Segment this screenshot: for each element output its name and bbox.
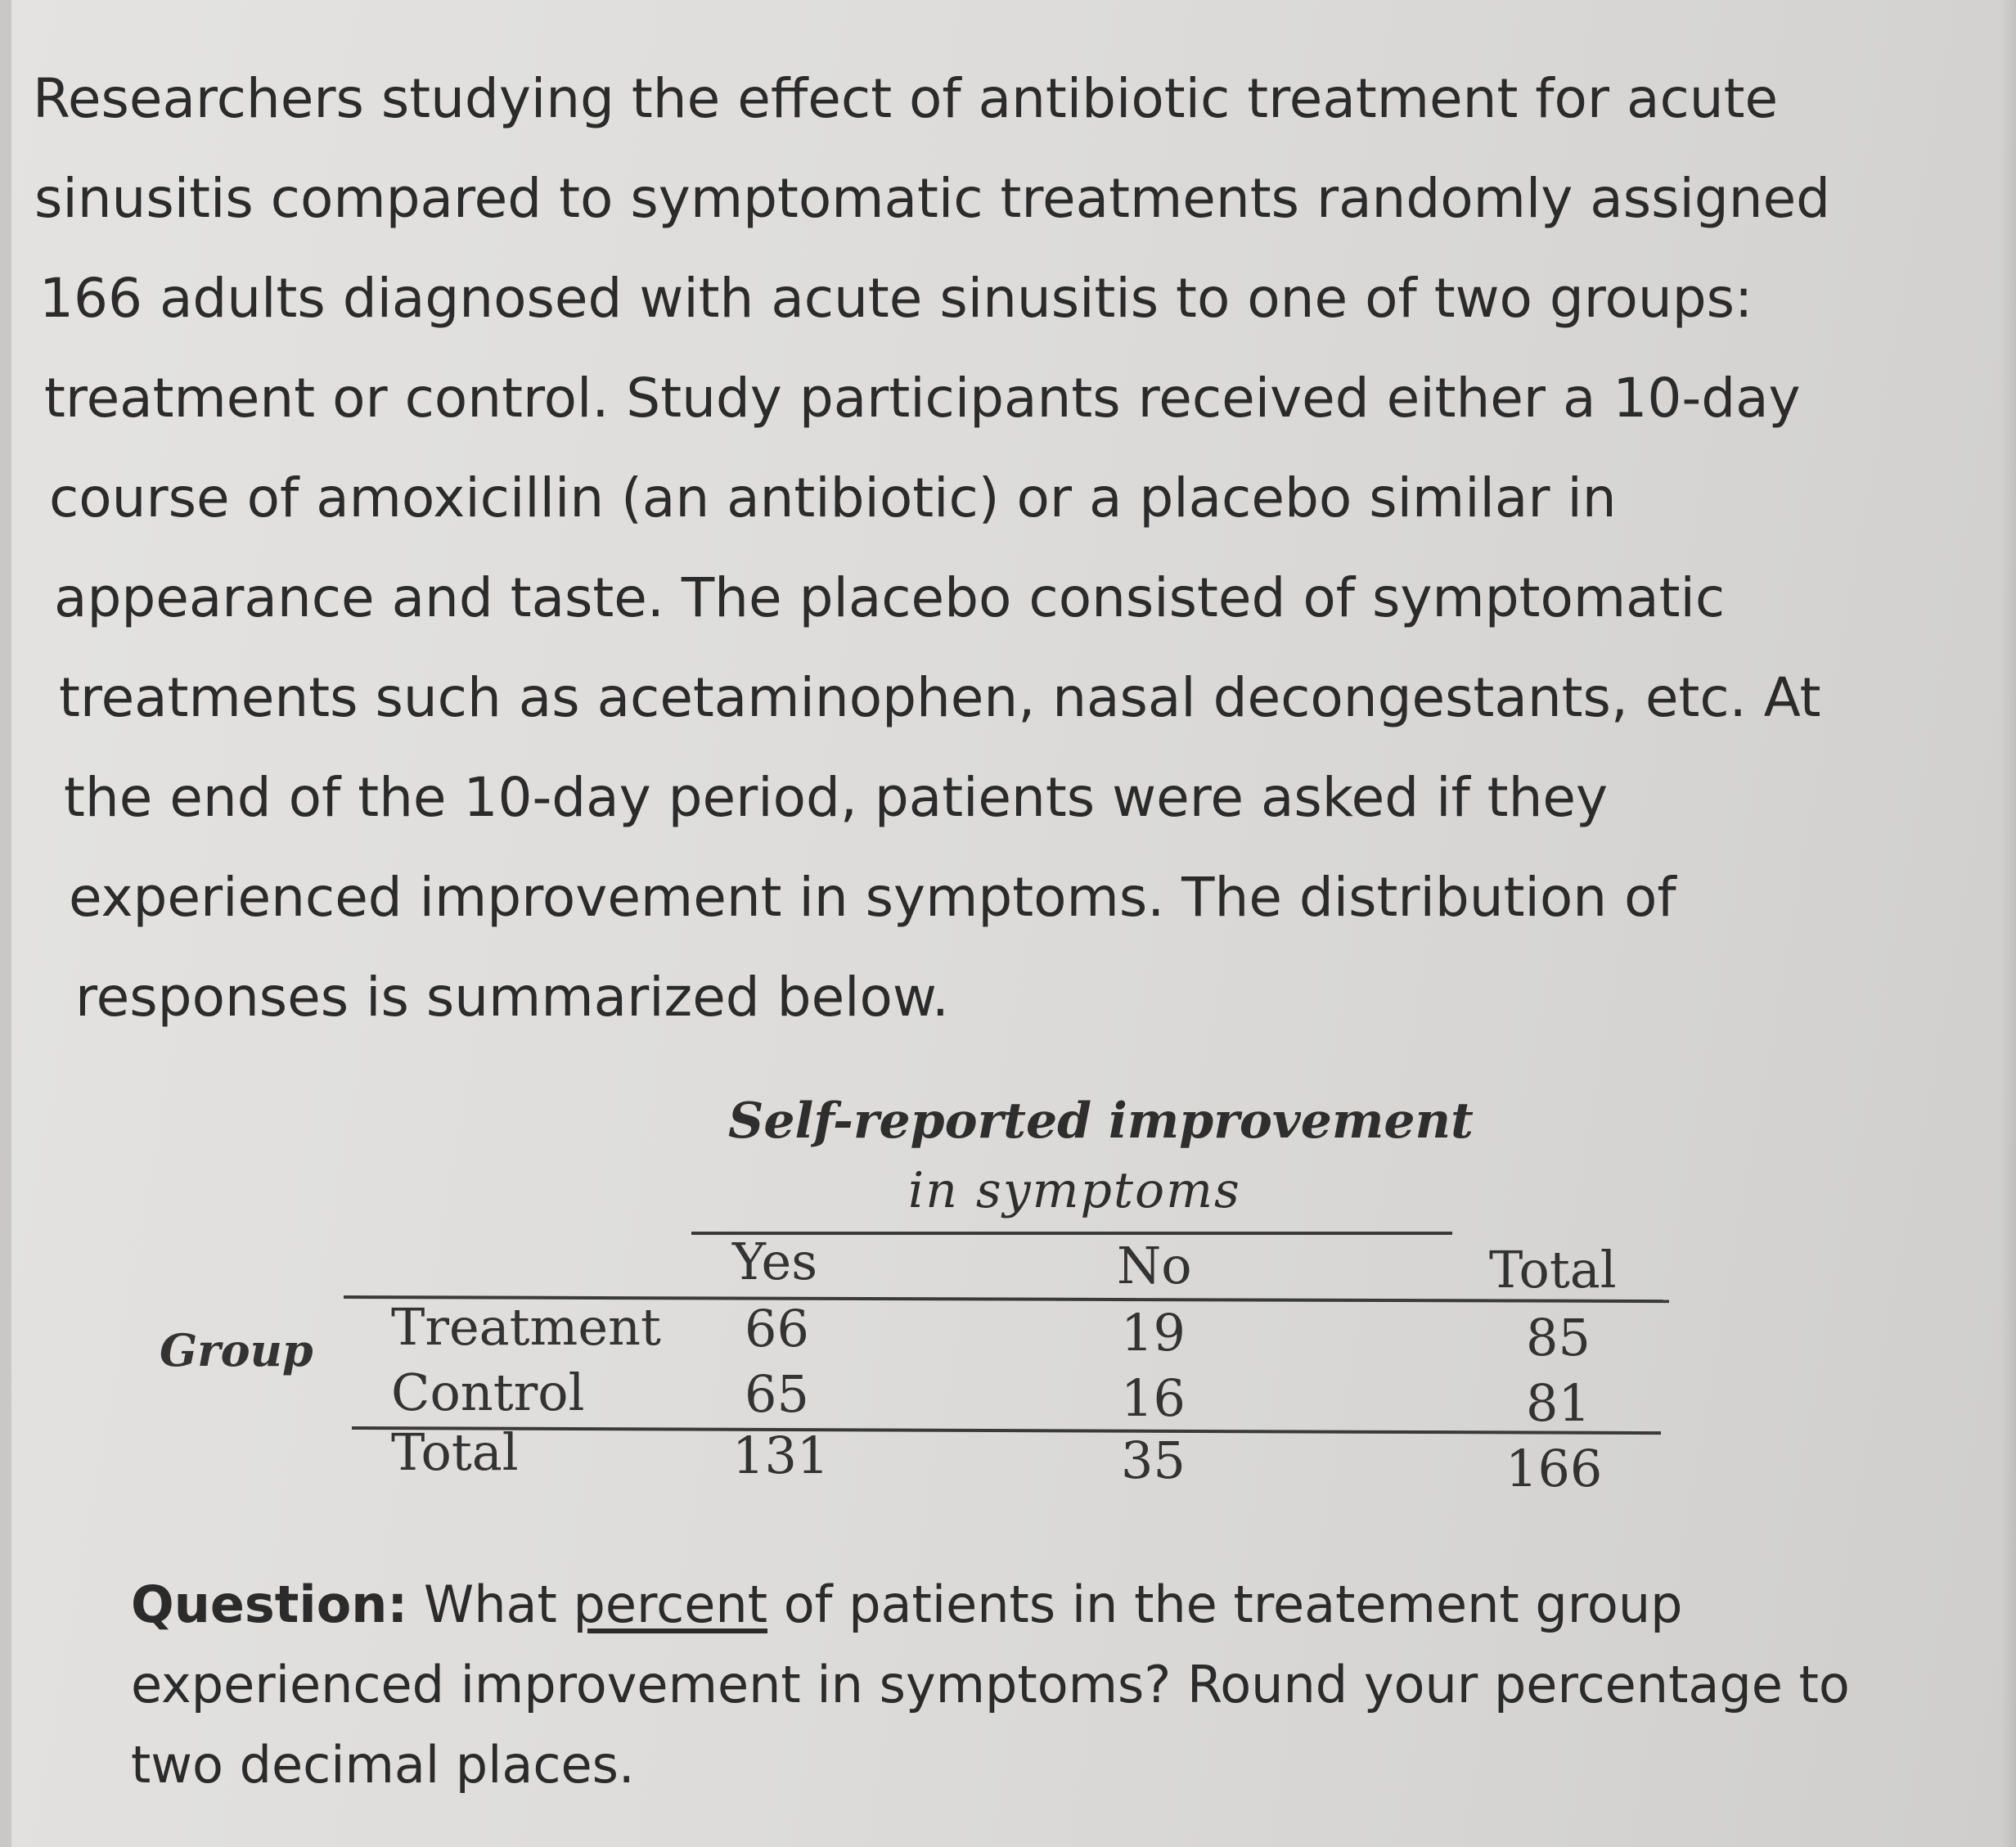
question-line-2: experienced improvement in symptoms? Round your percentage to [131,1655,1850,1714]
column-header-total: Total [1489,1240,1617,1300]
question-text-after: of patients in the treatement group [767,1574,1683,1634]
cell-total-no: 35 [1121,1430,1186,1490]
passage-line-8: the end of the 10-day period, patients were asked if they [64,766,1609,829]
passage-line-5: course of amoxicillin (an antibiotic) or a placebo similar in [49,466,1617,529]
cell-treatment-total: 85 [1526,1308,1591,1367]
cell-control-yes: 65 [745,1364,809,1424]
passage-line-1: Researchers studying the effect of antibiotic treatment for acute [33,67,1779,130]
passage-line-7: treatments such as acetaminophen, nasal decongestants, etc. At [59,666,1821,729]
row-label-total: Total [391,1422,519,1482]
table-caption-line-1: Self-reported improvement [728,1092,1474,1150]
cell-total-yes: 131 [732,1426,830,1485]
question-line-3: two decimal places. [131,1735,635,1795]
passage-line-4: treatment or control. Study participants received either a 10-day [44,367,1801,430]
question-line-1 [131,1565,1931,1645]
cell-control-total: 81 [1526,1373,1591,1433]
column-header-no: No [1117,1236,1192,1295]
passage-line-6: appearance and taste. The placebo consisted of symptomatic [54,566,1726,629]
question-label: Question: [131,1574,408,1634]
cell-treatment-yes: 66 [745,1299,809,1358]
passage-line-9: experienced improvement in symptoms. The distribution of [69,866,1676,929]
row-label-treatment: Treatment [391,1297,661,1357]
cell-control-no: 16 [1121,1368,1186,1428]
cell-treatment-no: 19 [1121,1303,1186,1363]
question-text-before: What [407,1574,574,1634]
column-header-yes: Yes [732,1232,818,1291]
table-caption-line-2: in symptoms [908,1162,1241,1219]
passage-line-2: sinusitis compared to symptomatic treatments randomly assigned [34,167,1831,230]
row-group-label: Group [160,1324,313,1376]
row-label-control: Control [391,1363,585,1422]
question-underlined-word: percent [573,1574,768,1634]
total-rule [352,1426,1661,1435]
passage-line-10: responses is summarized below. [75,966,949,1029]
cell-total-total: 166 [1505,1439,1603,1498]
passage-line-3: 166 adults diagnosed with acute sinusitis to one of two groups: [39,267,1753,330]
question-text [131,1565,1931,1805]
